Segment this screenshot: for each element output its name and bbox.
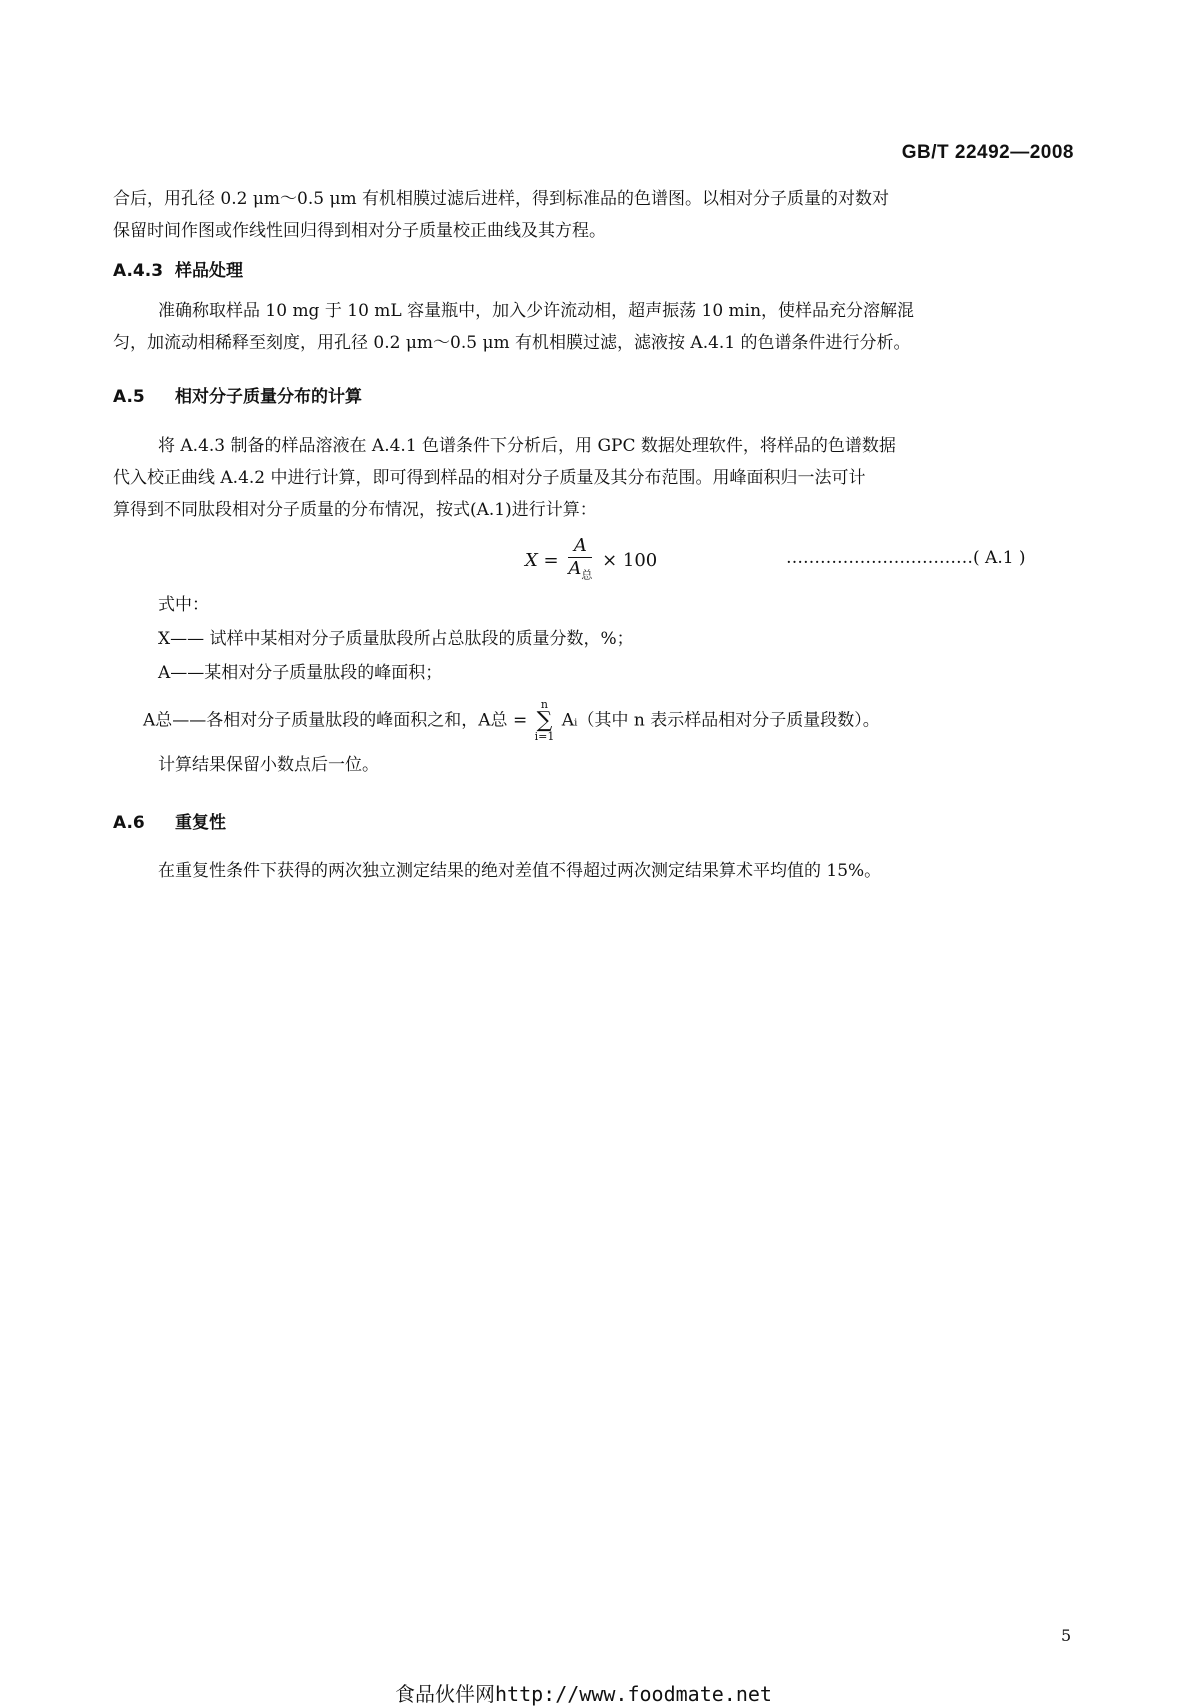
section-title: 重复性 [175, 813, 226, 833]
formula-fraction [568, 535, 592, 587]
formula-number [786, 548, 1026, 568]
equation-number: ( A.1 ) [973, 548, 1026, 568]
footer-site-name: 食品伙伴网 [395, 1682, 495, 1706]
paragraph-line: 算得到不同肽段相对分子质量的分布情况，按式(A.1)进行计算： [113, 500, 597, 520]
paragraph-line: 合后，用孔径 0.2 μm～0.5 μm 有机相膜过滤后进样，得到标准品的色谱图。以相对分子质量的对数对 [113, 189, 890, 209]
section-number: A.6 [113, 813, 145, 833]
section-title: 样品处理 [175, 261, 243, 281]
formula-numerator: A [568, 535, 592, 558]
definition-a-total [143, 700, 880, 742]
footer-site-url[interactable]: http://www.foodmate.net [495, 1682, 772, 1706]
result-note: 计算结果保留小数点后一位。 [158, 755, 379, 775]
definition-x: X—— 试样中某相对分子质量肽段所占总肽段的质量分数，%； [158, 629, 634, 649]
definition-a-total-post: Aᵢ（其中 n 表示样品相对分子质量段数）。 [561, 710, 880, 731]
paragraph-line: 保留时间作图或作线性回归得到相对分子质量校正曲线及其方程。 [113, 221, 606, 241]
paragraph-line: 准确称取样品 10 mg 于 10 mL 容量瓶中，加入少许流动相，超声振荡 10 min，使样品充分溶解混 [158, 301, 915, 321]
formula-dots: …………………………… [786, 548, 973, 568]
section-number: A.5 [113, 387, 145, 407]
standard-code: GB/T 22492—2008 [901, 142, 1074, 163]
page-number: 5 [1061, 1626, 1072, 1645]
footer-watermark [395, 1678, 772, 1707]
section-heading-a43 [113, 256, 243, 281]
formula-rhs: × 100 [602, 549, 658, 571]
section-title: 相对分子质量分布的计算 [175, 387, 362, 407]
section-number: A.4.3 [113, 261, 164, 281]
definition-a-total-pre: A总——各相对分子质量肽段的峰面积之和，A总 = [143, 710, 528, 731]
paragraph-line: 匀，加流动相稀释至刻度，用孔径 0.2 μm～0.5 μm 有机相膜过滤，滤液按 A.4.1 的色谱条件进行分析。 [113, 333, 911, 353]
where-label: 式中： [158, 595, 209, 615]
paragraph-line: 代入校正曲线 A.4.2 中进行计算，即可得到样品的相对分子质量及其分布范围。用峰面积归一法可计 [113, 468, 866, 488]
formula-denominator: $A_总$ [568, 558, 593, 582]
paragraph-line: 在重复性条件下获得的两次独立测定结果的绝对差值不得超过两次测定结果算术平均值的 15%。 [158, 861, 882, 881]
formula-lhs: X = [525, 549, 559, 571]
definition-a: A——某相对分子质量肽段的峰面积； [158, 663, 443, 683]
paragraph-line: 将 A.4.3 制备的样品溶液在 A.4.1 色谱条件下分析后，用 GPC 数据处理软件，将样品的色谱数据 [158, 436, 896, 456]
section-heading-a6 [113, 808, 226, 833]
formula-a1 [525, 535, 657, 587]
sum-symbol: n ∑ i=1 [534, 698, 555, 743]
section-heading-a5 [113, 382, 362, 407]
